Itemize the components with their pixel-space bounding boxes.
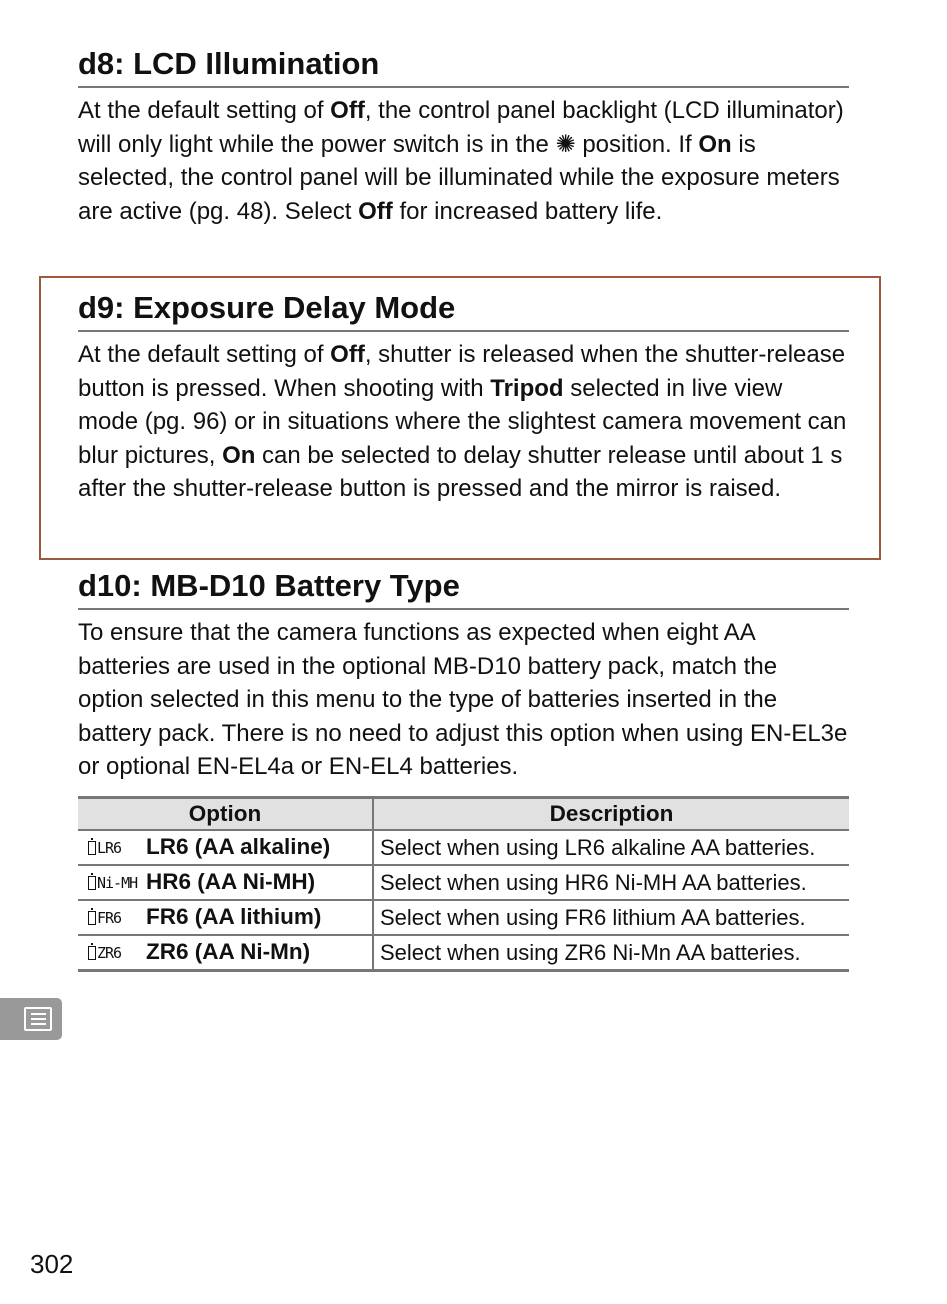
option-name: FR6 (AA lithium) [146, 904, 322, 929]
bold-term: Off [358, 197, 393, 225]
bold-term: Off [330, 97, 365, 124]
option-cell [78, 900, 373, 935]
option-cell [78, 865, 373, 900]
section-d9 [78, 288, 849, 506]
battery-icon [88, 911, 96, 925]
description-cell: Select when using ZR6 Ni-Mn AA batteries. [373, 935, 849, 971]
text-run: , shutter is released when the shutter-release button is pressed. When shooting with [78, 341, 846, 402]
option-name: LR6 (AA alkaline) [146, 834, 331, 859]
section-paragraph [78, 616, 849, 784]
text-run: is selected, the control panel will be illuminated while the exposure meters are active (pg. 48). Select [78, 130, 840, 225]
column-header-description: Description [373, 798, 849, 831]
description-cell: Select when using LR6 alkaline AA batteries. [373, 830, 849, 865]
custom-settings-menu-icon [24, 1007, 52, 1031]
table-row [78, 865, 849, 900]
section-heading: d9: Exposure Delay Mode [78, 288, 849, 332]
section-paragraph [78, 338, 849, 506]
bold-term: On [698, 130, 732, 158]
text-run: selected in live view mode (pg. 96) or in situations where the slightest camera movement can blur pictures, [78, 374, 847, 469]
text-run: , the control panel backlight (LCD illuminator) will only light while the power switch is in the [78, 97, 844, 158]
option-cell [78, 830, 373, 865]
text-run: can be selected to delay shutter release until about 1 s after the shutter-release button is pressed and the mirror is raised. [78, 441, 843, 503]
option-cell [78, 935, 373, 971]
option-name: HR6 (AA Ni-MH) [146, 869, 316, 894]
battery-type-icon [88, 938, 146, 969]
description-cell: Select when using HR6 Ni-MH AA batteries. [373, 865, 849, 900]
option-name: ZR6 (AA Ni-Mn) [146, 939, 311, 964]
table-row [78, 935, 849, 971]
battery-icon [88, 841, 96, 855]
bold-term: Tripod [490, 374, 564, 402]
battery-type-icon [88, 903, 146, 934]
illumination-icon: ✺ [555, 130, 576, 158]
text-run: for increased battery life. [392, 197, 663, 225]
battery-code: ZR6 [97, 944, 122, 962]
table-header-row [78, 798, 849, 831]
battery-code: Ni-MH [97, 874, 138, 892]
bold-term: Off [330, 341, 365, 368]
battery-type-icon [88, 833, 146, 864]
description-cell: Select when using FR6 lithium AA batteries. [373, 900, 849, 935]
battery-icon [88, 876, 96, 890]
section-tab-marker [0, 998, 62, 1040]
section-paragraph [78, 94, 849, 228]
text-run: position. If [575, 130, 699, 158]
section-d10 [78, 566, 849, 784]
table-row [78, 830, 849, 865]
battery-type-table [78, 796, 849, 972]
text-run: At the default setting of [78, 341, 331, 368]
column-header-option: Option [78, 798, 373, 831]
table-row [78, 900, 849, 935]
text-run: To ensure that the camera functions as expected when eight AA batteries are used in the optional MB-D10 battery pack, match the option selected in this menu to the type of batteries inserted in the battery pack. There is no need to adjust this option when using EN-EL3e or optional EN-EL4a or EN-EL4 batteries. [78, 619, 848, 781]
battery-code: LR6 [97, 839, 122, 857]
battery-type-icon [88, 868, 146, 899]
section-d8 [78, 44, 849, 228]
page-number: 302 [30, 1249, 74, 1279]
battery-code: FR6 [97, 909, 122, 927]
bold-term: On [222, 441, 256, 469]
section-heading: d10: MB-D10 Battery Type [78, 566, 849, 610]
section-heading: d8: LCD Illumination [78, 44, 849, 88]
battery-icon [88, 946, 96, 960]
text-run: At the default setting of [78, 97, 331, 124]
